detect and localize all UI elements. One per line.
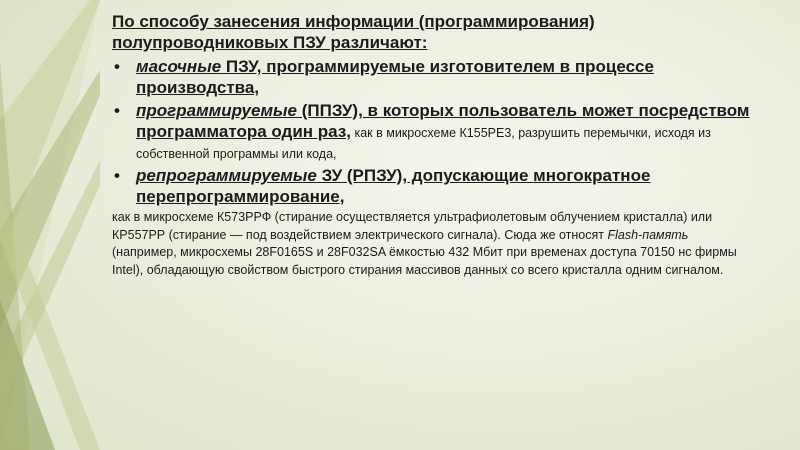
rom-types-list xyxy=(112,56,762,207)
decorative-triangles xyxy=(0,0,100,450)
list-item-prom xyxy=(112,100,762,163)
term-programmable: программируемые xyxy=(136,101,298,120)
heading-line-1: По способу занесения информации (программирования) xyxy=(112,12,595,31)
term-reprogrammable: репрограммируемые xyxy=(136,166,317,185)
bullet-icon: • xyxy=(114,101,120,120)
slide-content xyxy=(112,11,762,279)
item-text-programmable: (ППЗУ), в которых пользователь может посредством программатора один раз, xyxy=(136,101,750,141)
description-paragraph xyxy=(112,209,762,279)
slide-heading xyxy=(112,11,762,53)
item-note-programmable: как в микросхеме К155РЕ3, разрушить перемычки, исходя из собственной программы или кода, xyxy=(136,126,711,161)
paragraph-part-1: как в микросхеме К573РРФ (стирание осуществляется ультрафиолетовым облучением кристалла) или КР557РР (стирание — под воздействием электрического сигнала). Сюда же относят xyxy=(112,210,713,242)
flash-memory-term: Flash-память xyxy=(607,227,689,242)
bullet-icon: • xyxy=(114,57,120,76)
list-item-mask-rom xyxy=(112,56,762,98)
paragraph-part-2: (например, микросхемы 28F0165S и 28F032SA ёмкостью 432 Мбит при временах доступа 70150 нс фирмы Intel), обладающую свойством быстрого стирания массивов данных со всего кристалла одним сигналом. xyxy=(112,245,737,277)
bullet-icon: • xyxy=(114,166,120,185)
term-mask: масочные xyxy=(136,57,222,76)
heading-line-2: полупроводниковых ПЗУ различают: xyxy=(112,33,428,52)
item-text-mask: ПЗУ, программируемые изготовителем в процессе производства, xyxy=(136,57,654,97)
item-text-reprogrammable: ЗУ (РПЗУ), допускающие многократное перепрограммирование, xyxy=(136,166,651,206)
list-item-eprom xyxy=(112,165,762,207)
